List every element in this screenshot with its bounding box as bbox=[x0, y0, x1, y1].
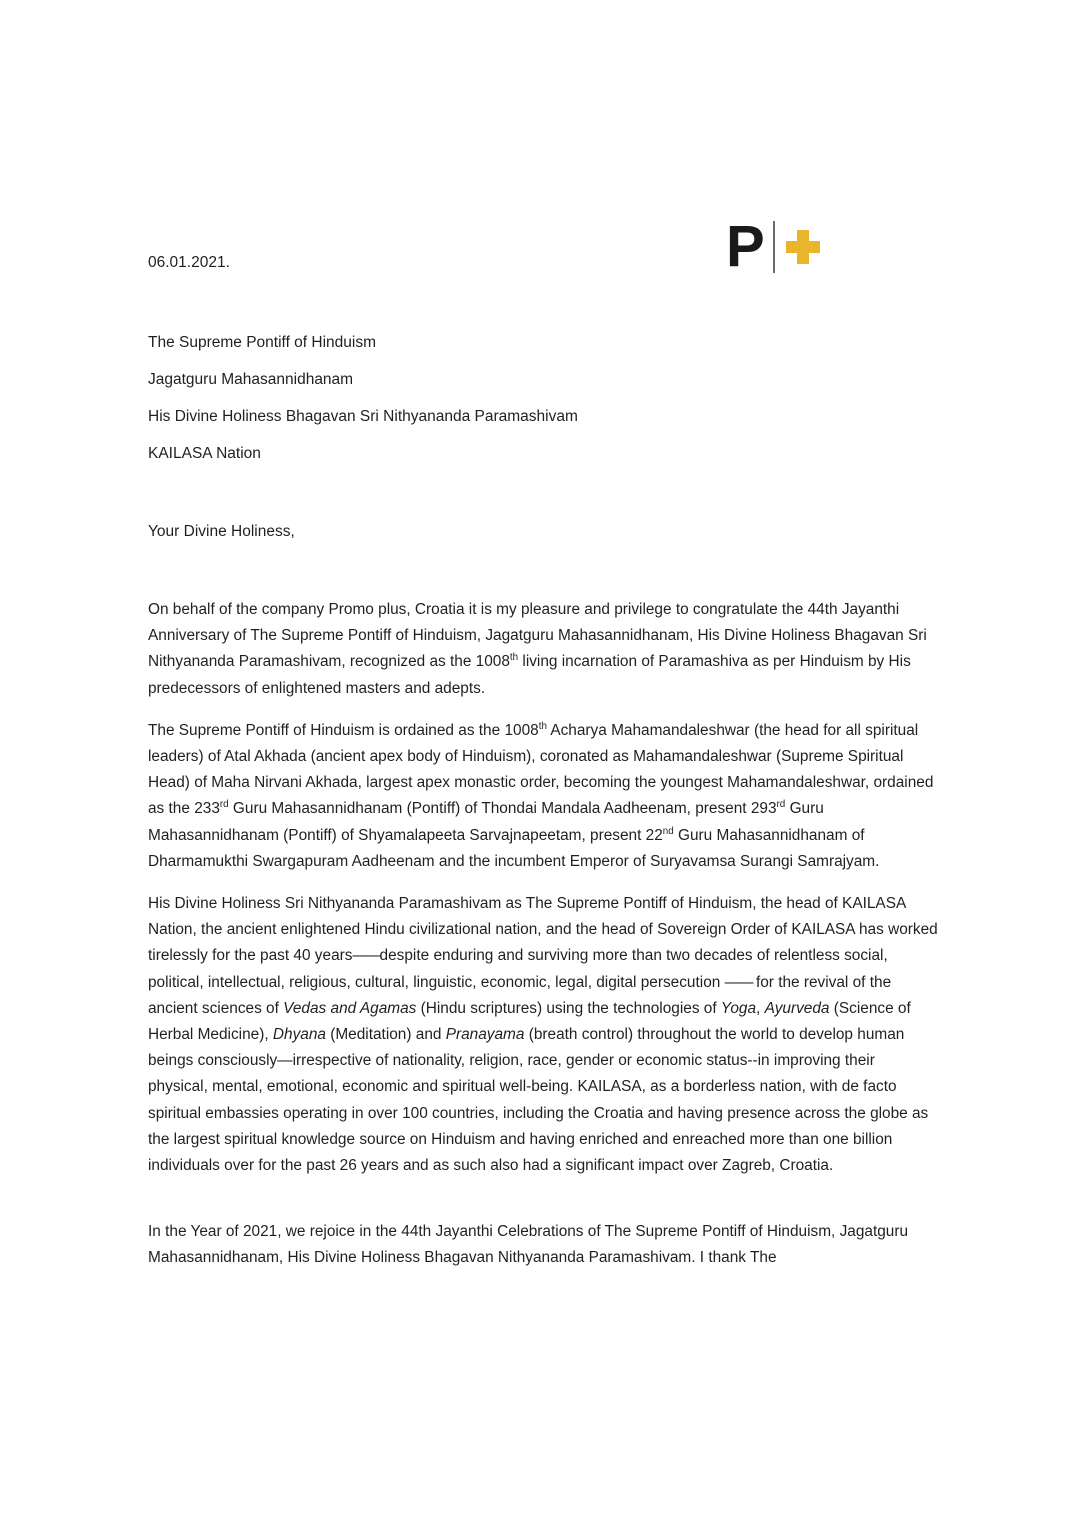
italic-term-vedas-agamas: Vedas and Agamas bbox=[283, 999, 417, 1017]
recipient-line: His Divine Holiness Bhagavan Sri Nithyananda Paramashivam bbox=[148, 408, 578, 425]
italic-term-pranayama: Pranayama bbox=[445, 1026, 525, 1044]
italic-term-ayurveda: Ayurveda bbox=[764, 999, 830, 1017]
letter-body bbox=[148, 597, 938, 1288]
para2-text-c: Guru Mahasannidhanam (Pontiff) of Thondai Mandala Aadheenam, present 293 bbox=[228, 800, 777, 818]
ordinal-suffix: nd bbox=[662, 825, 674, 837]
ordinal-suffix: th bbox=[509, 652, 519, 664]
para3-text-e: , bbox=[756, 999, 765, 1017]
em-dash: —— bbox=[724, 973, 752, 991]
ordinal-suffix: rd bbox=[219, 799, 229, 811]
recipient-line: KAILASA Nation bbox=[148, 445, 261, 462]
para3-text-h: (breath control) throughout the world to develop human beings consciously—irrespective of nationality, religion, race, gender or economic status--in improving their physical, mental, emotional, economic and spiritual well-being. KAILASA, as a borderless nation, with de facto spiritual embassies operating in over 100 countries, including the Croatia and having presence across the globe as the largest spiritual knowledge source on Hinduism and having enriched and enreached more than one billion individuals over for the past 26 years and as such also had a significant impact over Zagreb, Croatia. bbox=[148, 1026, 929, 1175]
para2-text-d: Guru Mahasannidhanam (Pontiff) of Shyamalapeeta Sarvajnapeetam, present 22 bbox=[148, 800, 824, 844]
body-paragraph-4: In the Year of 2021, we rejoice in the 44th Jayanthi Celebrations of The Supreme Pontiff of Hinduism, Jagatguru Mahasannidhanam, His Divine Holiness Bhagavan Nithyananda Paramashivam. I thank The bbox=[148, 1223, 909, 1267]
italic-term-dhyana: Dhyana bbox=[272, 1026, 326, 1044]
para3-text-a: His Divine Holiness Sri Nithyananda Paramashivam as The Supreme Pontiff of Hinduism, the head of KAILASA Nation, the ancient enlightened Hindu civilizational nation, and the head of Sovereign Order of KAILASA has worked tirelessly for the past 40 years bbox=[148, 895, 938, 965]
para3-text-b: despite enduring and surviving more than two decades of relentless social, political, intellectual, religious, cultural, linguistic, economic, legal, digital persecution bbox=[148, 947, 888, 991]
recipient-line: The Supreme Pontiff of Hinduism bbox=[148, 334, 377, 351]
letter-date: 06.01.2021. bbox=[148, 254, 230, 271]
plus-icon bbox=[786, 230, 820, 264]
para3-text-f: (Science of Herbal Medicine), bbox=[148, 999, 911, 1044]
para2-text-e: Guru Mahasannidhanam of Dharmamukthi Swargapuram Aadheenam and the incumbent Emperor of Suryavamsa Surangi Samrajyam. bbox=[148, 826, 880, 870]
logo-divider bbox=[773, 221, 775, 273]
body-paragraph-1 bbox=[148, 597, 938, 702]
para1-text-a: On behalf of the company Promo plus, Croatia it is my pleasure and privilege to congratulate the 44th Jayanthi Anniversary of The Supreme Pontiff of Hinduism, Jagatguru Mahasannidhanam, His Divine Holiness Bhagavan Sri Nithyananda Paramashivam, recognized as the 1008 bbox=[148, 601, 927, 671]
recipient-line: Jagatguru Mahasannidhanam bbox=[148, 371, 354, 388]
para2-text-b: Acharya Mahamandaleshwar (the head for all spiritual leaders) of Atal Akhada (ancient apex body of Hinduism), coronated as Mahamandaleshwar (Supreme Spiritual Head) of Maha Nirvani Akhada, largest apex monastic order, becoming the youngest Mahamandaleshwar, ordained as the 233 bbox=[148, 721, 934, 818]
body-paragraph-2 bbox=[148, 718, 938, 875]
para3-text-d: (Hindu scriptures) using the technologies of bbox=[416, 999, 721, 1017]
italic-term-yoga: Yoga bbox=[720, 999, 757, 1017]
ordinal-suffix: rd bbox=[776, 799, 786, 811]
ordinal-suffix: th bbox=[538, 720, 547, 732]
para3-text-c: for the revival of the ancient sciences of bbox=[148, 973, 892, 1017]
logo-letter-p: P bbox=[726, 214, 764, 279]
em-dash: —— bbox=[352, 947, 380, 965]
para3-text-g: (Meditation) and bbox=[325, 1026, 446, 1044]
para2-text-a: The Supreme Pontiff of Hinduism is ordained as the 1008 bbox=[148, 721, 539, 739]
salutation: Your Divine Holiness, bbox=[148, 523, 295, 540]
para1-text-b: living incarnation of Paramashiva as per Hinduism by His predecessors of enlightened masters and adepts. bbox=[148, 653, 911, 697]
recipient-address-block bbox=[148, 333, 948, 463]
body-paragraph-3 bbox=[148, 891, 938, 1179]
company-logo bbox=[726, 216, 820, 278]
